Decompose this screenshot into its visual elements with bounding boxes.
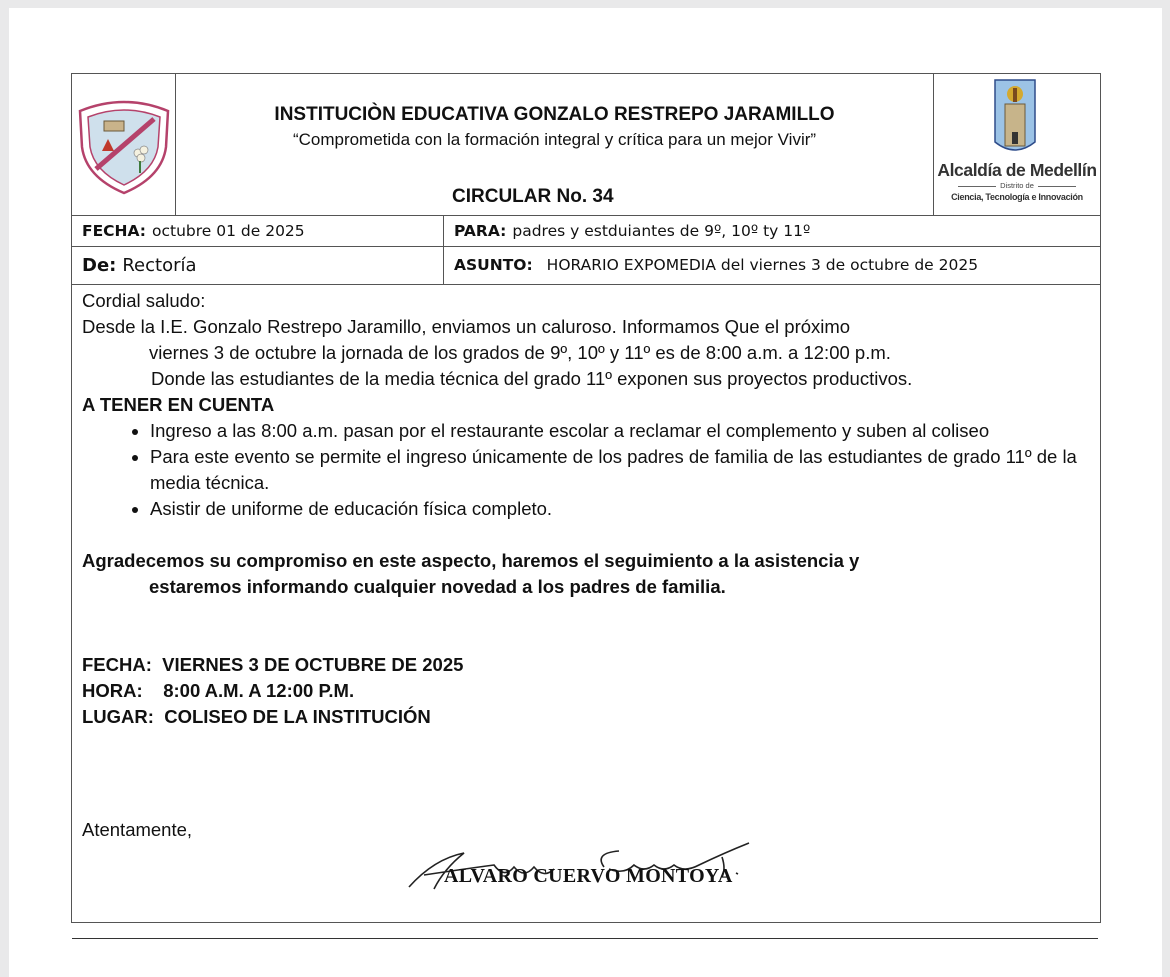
city-tower-icon	[991, 78, 1039, 158]
alcaldia-tagline: Ciencia, Tecnología e Innovación	[951, 192, 1083, 202]
alcaldia-sub: Distrito de	[934, 181, 1100, 190]
closing-paragraph	[82, 548, 1090, 600]
notes-list	[82, 418, 1090, 522]
circular-number: CIRCULAR No. 34	[452, 186, 614, 207]
fecha-label: FECHA:	[82, 221, 147, 240]
shield-icon	[74, 95, 174, 195]
para-cell	[443, 215, 810, 246]
event-time-label: HORA:	[82, 680, 143, 701]
fecha-value: octubre 01 de 2025	[152, 221, 305, 240]
event-date	[82, 652, 1090, 678]
document-page	[9, 8, 1162, 977]
event-date-value: VIERNES 3 DE OCTUBRE DE 2025	[162, 654, 464, 675]
sign-off: Atentamente,	[82, 819, 193, 840]
closing-line-1: Agradecemos su compromiso en este aspecto, haremos el seguimiento a la asistencia y	[82, 550, 860, 571]
asunto-cell	[443, 246, 978, 284]
event-time-value: 8:00 A.M. A 12:00 P.M.	[163, 680, 355, 701]
intro-line-2: viernes 3 de octubre la jornada de los grados de 9º, 10º y 11º es de 8:00 a.m. a 12:00 p.m.	[149, 342, 891, 363]
signatory-name: ALVARO CUERVO MONTOYA	[444, 865, 733, 887]
de-cell	[82, 246, 197, 284]
note-item: • Para este evento se permite el ingreso únicamente de los padres de familia de las estudiantes de grado 11º de la media técnica.	[150, 444, 1090, 496]
institution-name: INSTITUCIÒN EDUCATIVA GONZALO RESTREPO JARAMILLO	[274, 104, 835, 125]
event-place	[82, 704, 1090, 730]
fecha-cell	[82, 215, 305, 246]
circular-body	[82, 288, 1090, 730]
event-facts	[82, 652, 1090, 730]
notes-heading: A TENER EN CUENTA	[82, 394, 275, 415]
intro-line-1: Desde la I.E. Gonzalo Restrepo Jaramillo, enviamos un caluroso. Informamos Que el próximo	[82, 316, 851, 337]
meta-row-date-recipients	[72, 215, 1100, 247]
asunto-label: ASUNTO:	[454, 256, 533, 274]
school-crest-logo	[72, 74, 176, 215]
note-item: • Ingreso a las 8:00 a.m. pasan por el restaurante escolar a reclamar el complemento y suben al coliseo	[150, 418, 1090, 444]
para-label: PARA:	[454, 221, 507, 240]
event-place-value: COLISEO DE LA INSTITUCIÓN	[164, 706, 431, 727]
meta-row-sender-subject	[72, 246, 1100, 285]
event-place-label: LUGAR:	[82, 706, 154, 727]
circular-frame	[71, 73, 1101, 923]
event-date-label: FECHA:	[82, 654, 152, 675]
alcaldia-logo	[933, 74, 1100, 215]
asunto-value: HORARIO EXPOMEDIA del viernes 3 de octubre de 2025	[546, 256, 979, 274]
de-value: Rectoría	[122, 254, 197, 276]
footer-rule	[72, 938, 1098, 939]
greeting: Cordial saludo:	[82, 290, 206, 311]
event-time	[82, 678, 1090, 704]
institution-motto: “Comprometida con la formación integral y crítica para un mejor Vivir”	[292, 130, 817, 149]
de-label: De:	[82, 254, 117, 276]
para-value: padres y estduiantes de 9º, 10º ty 11º	[512, 221, 811, 240]
closing-line-2: estaremos informando cualquier novedad a los padres de familia.	[149, 576, 726, 597]
letterhead	[72, 74, 1100, 216]
intro-line-3: Donde las estudiantes de la media técnica del grado 11º exponen sus proyectos productivos.	[151, 368, 913, 389]
note-item: • Asistir de uniforme de educación física completo.	[150, 496, 1090, 522]
alcaldia-name: Alcaldía de Medellín	[937, 160, 1097, 180]
